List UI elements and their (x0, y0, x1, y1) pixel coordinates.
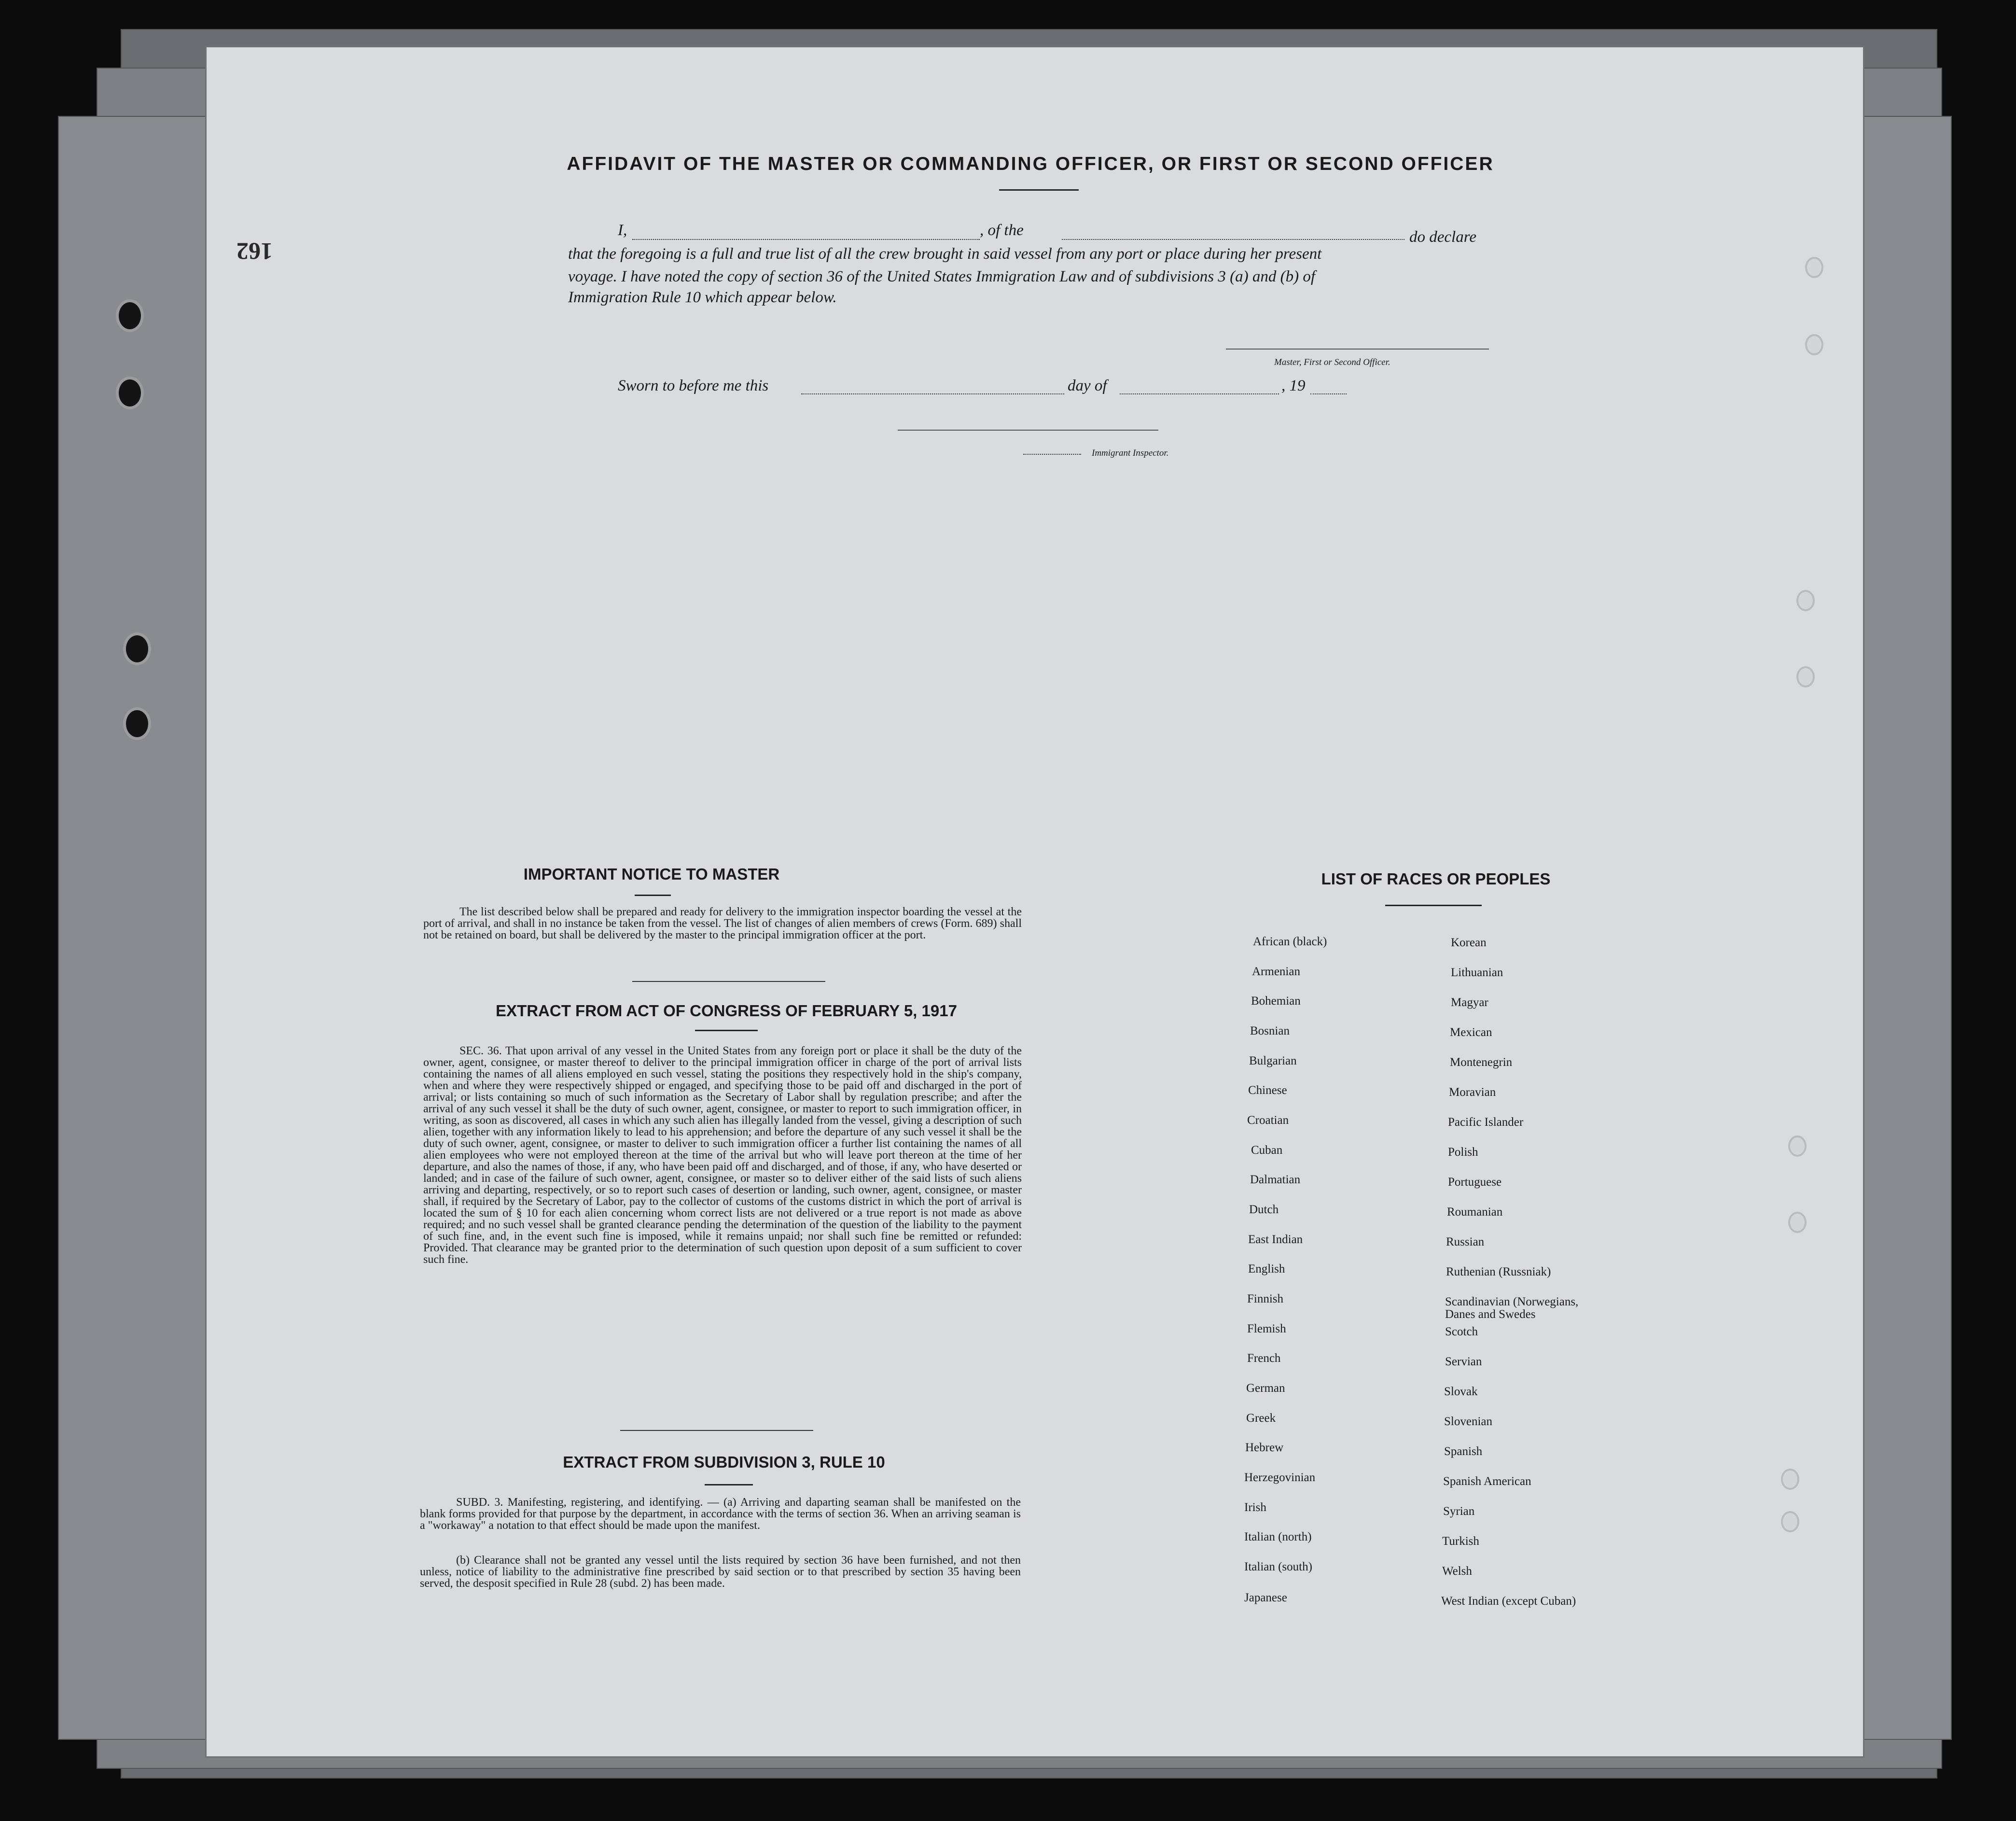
race-item: Chinese (1248, 1084, 1287, 1097)
section-divider (620, 1430, 813, 1431)
rule-title: EXTRACT FROM SUBDIVISION 3, RULE 10 (563, 1453, 885, 1471)
affidavit-i-label: I, (618, 222, 627, 239)
race-item: West Indian (except Cuban) (1441, 1595, 1576, 1608)
affidavit-text-line: Immigration Rule 10 which appear below. (568, 289, 837, 306)
notice-rule (635, 895, 671, 896)
race-item: French (1247, 1352, 1281, 1365)
race-item: Finnish (1247, 1292, 1284, 1305)
affidavit-declare-label: do declare (1409, 228, 1476, 246)
master-signature-line (1226, 349, 1489, 350)
inspector-signature-line (898, 430, 1158, 431)
race-item: Portuguese (1448, 1176, 1502, 1189)
race-item: East Indian (1248, 1233, 1303, 1246)
race-item: Korean (1451, 936, 1487, 949)
race-item: Spanish American (1443, 1475, 1531, 1488)
day-of-label: day of (1068, 377, 1107, 394)
name-field-line (632, 239, 980, 240)
race-item: Italian (south) (1244, 1560, 1312, 1573)
race-item: Welsh (1442, 1565, 1472, 1578)
sworn-label: Sworn to before me this (618, 377, 769, 394)
punch-hole (123, 707, 151, 740)
ring-hole (1788, 1135, 1807, 1157)
race-item: Armenian (1252, 965, 1300, 978)
race-item: Syrian (1443, 1505, 1475, 1518)
race-item: Spanish (1444, 1445, 1483, 1458)
race-item: Montenegrin (1450, 1056, 1513, 1069)
notice-title: IMPORTANT NOTICE TO MASTER (523, 865, 780, 883)
inspector-dot-line (1023, 454, 1081, 455)
race-item: Croatian (1247, 1114, 1289, 1127)
ring-hole (1805, 334, 1823, 355)
act-rule (695, 1030, 758, 1031)
race-item: Flemish (1247, 1322, 1286, 1335)
act-title: EXTRACT FROM ACT OF CONGRESS OF FEBRUARY 5, 1917 (496, 1002, 957, 1020)
sworn-month-line (1120, 393, 1279, 394)
race-item: Slovenian (1444, 1415, 1492, 1428)
race-item: Dalmatian (1250, 1173, 1301, 1186)
race-item: Servian (1445, 1355, 1482, 1368)
punch-hole (123, 632, 151, 665)
race-item: Turkish (1442, 1535, 1479, 1548)
race-item: Magyar (1451, 996, 1488, 1009)
rule-text-b: (b) Clearance shall not be granted any vessel until the lists required by section 36 have been furnished, and not then unless, notice of liability to the administrative fine prescribed by said section or to that prescribed by section 35 having been served, the desposit specified in Rule 28 (subd. 2) has been made. (420, 1554, 1021, 1590)
vessel-field-line (1062, 239, 1404, 240)
year-label: , 19 (1281, 377, 1306, 394)
master-signature-label: Master, First or Second Officer. (1274, 357, 1390, 367)
race-item: Russian (1446, 1235, 1485, 1248)
affidavit-of-the-label: , of the (980, 222, 1024, 239)
race-item: Bohemian (1251, 995, 1301, 1008)
affidavit-text-line: voyage. I have noted the copy of section 36 of the United States Immigration Law and of subdivisions 3 (a) and (b) of (568, 268, 1316, 285)
ring-hole (1781, 1511, 1799, 1532)
sworn-day-line (801, 393, 1064, 394)
race-item: Bosnian (1250, 1024, 1290, 1037)
section-divider (632, 981, 825, 982)
notice-text: The list described below shall be prepared and ready for delivery to the immigration inspector boarding the vessel at the port of arrival, and shall in no instance be taken from the vessel. The list of changes of alien members of crews (Form. 689) shall not be retained on board, but shall be delivered by the master to the principal immigration officer at the port. (423, 906, 1022, 941)
inspector-label: Immigrant Inspector. (1092, 448, 1169, 458)
race-item: Scandinavian (Norwegians, Danes and Swedes (1445, 1295, 1579, 1321)
race-item: English (1248, 1262, 1285, 1275)
race-item: Cuban (1251, 1144, 1283, 1157)
race-item: Scotch (1445, 1325, 1478, 1338)
race-item: Roumanian (1447, 1205, 1503, 1219)
page-stamp-number: 162 (236, 238, 273, 265)
race-item: Greek (1246, 1412, 1276, 1425)
race-item: Dutch (1249, 1203, 1279, 1216)
act-text: SEC. 36. That upon arrival of any vessel in the United States from any foreign port or place it shall be the duty of the owner, agent, consignee, or master thereof to deliver to the principal immigration officer in charge of the port of arrival lists containing the names of all aliens employed en such vessel, stating the positions they respectively hold in the ship's company, when and where they were respectively shipped or engaged, and specifying those to be paid off and discharged in the port of arrival; or lists containing so much of such information as the Secretary of Labor shall by regulation prescribe; and after the arrival of any such vessel it shall be the duty of such owner, agent, consignee, or master to report to such immigration officer, in writing, as soon as discovered, all cases in which any such alien has illegally landed from the vessel, giving a description of such alien, together with any information likely to lead to his apprehension; and before the departure of any such vessel it shall be the duty of such owner, agent, consignee, or master to deliver to such immigration officer a further list containing the names of all alien employees who were not employed thereon at the time of the arrival but who will leave port thereon at the time of her departure, and also the names of those, if any, who have been paid off and discharged, and of those, if any, who have deserted or landed; and in case of the failure of such owner, agent, consignee, or master so to deliver either of the said lists of such aliens arriving and departing, respectively, or so to report such cases of desertion or landing, such owner, agent, consignee, or master shall, if required by the Secretary of Labor, pay to the collector of customs of the customs district in which the port of arrival is located the sum of § 10 for each alien concerning whom correct lists are not delivered or a true report is not made as above required; and no such vessel shall be granted clearance pending the determination of the question of the liability to the payment of such fine, and, in the event such fine is imposed, while it remains unpaid; nor shall such fine be remitted or refunded: Provided. That clearance may be granted prior to the determination of such question upon deposit of a sum sufficient to cover such fine. (423, 1045, 1022, 1266)
ring-hole (1788, 1212, 1807, 1233)
title-rule (999, 189, 1079, 191)
race-item: Irish (1244, 1501, 1266, 1514)
race-item: Herzegovinian (1244, 1471, 1316, 1484)
race-item: Hebrew (1245, 1441, 1284, 1454)
rule-text-a: SUBD. 3. Manifesting, registering, and identifying. — (a) Arriving and daparting seaman shall be manifested on the blank forms provided for that purpose by the department, in accordance with the terms of section 36. When an arriving seaman is a "workaway" a notation to that effect should be made upon the manifest. (420, 1496, 1021, 1532)
race-item: Polish (1448, 1146, 1478, 1159)
ring-hole (1796, 666, 1815, 687)
race-item: Moravian (1449, 1086, 1496, 1099)
races-title: LIST OF RACES OR PEOPLES (1321, 870, 1551, 888)
race-item: German (1246, 1382, 1285, 1395)
affidavit-title: AFFIDAVIT OF THE MASTER OR COMMANDING OFFICER, OR FIRST OR SECOND OFFICER (567, 154, 1494, 174)
affidavit-text-line: that the foregoing is a full and true list of all the crew brought in said vessel from any port or place during her present (568, 245, 1322, 263)
punch-hole (116, 377, 144, 409)
ring-hole (1805, 257, 1823, 278)
race-item: Bulgarian (1249, 1054, 1297, 1067)
rule-title-rule (705, 1484, 753, 1485)
ring-hole (1781, 1469, 1799, 1490)
race-item: Japanese (1244, 1591, 1287, 1604)
race-item: African (black) (1253, 935, 1327, 948)
race-item: Mexican (1450, 1026, 1492, 1039)
ring-hole (1796, 590, 1815, 611)
sworn-year-line (1310, 393, 1347, 394)
race-item: Ruthenian (Russniak) (1446, 1265, 1551, 1278)
race-item: Italian (north) (1244, 1530, 1312, 1543)
race-item: Pacific Islander (1448, 1116, 1524, 1129)
punch-hole (116, 299, 144, 332)
races-rule (1385, 905, 1482, 906)
race-item: Slovak (1444, 1385, 1478, 1398)
race-item: Lithuanian (1451, 966, 1503, 979)
